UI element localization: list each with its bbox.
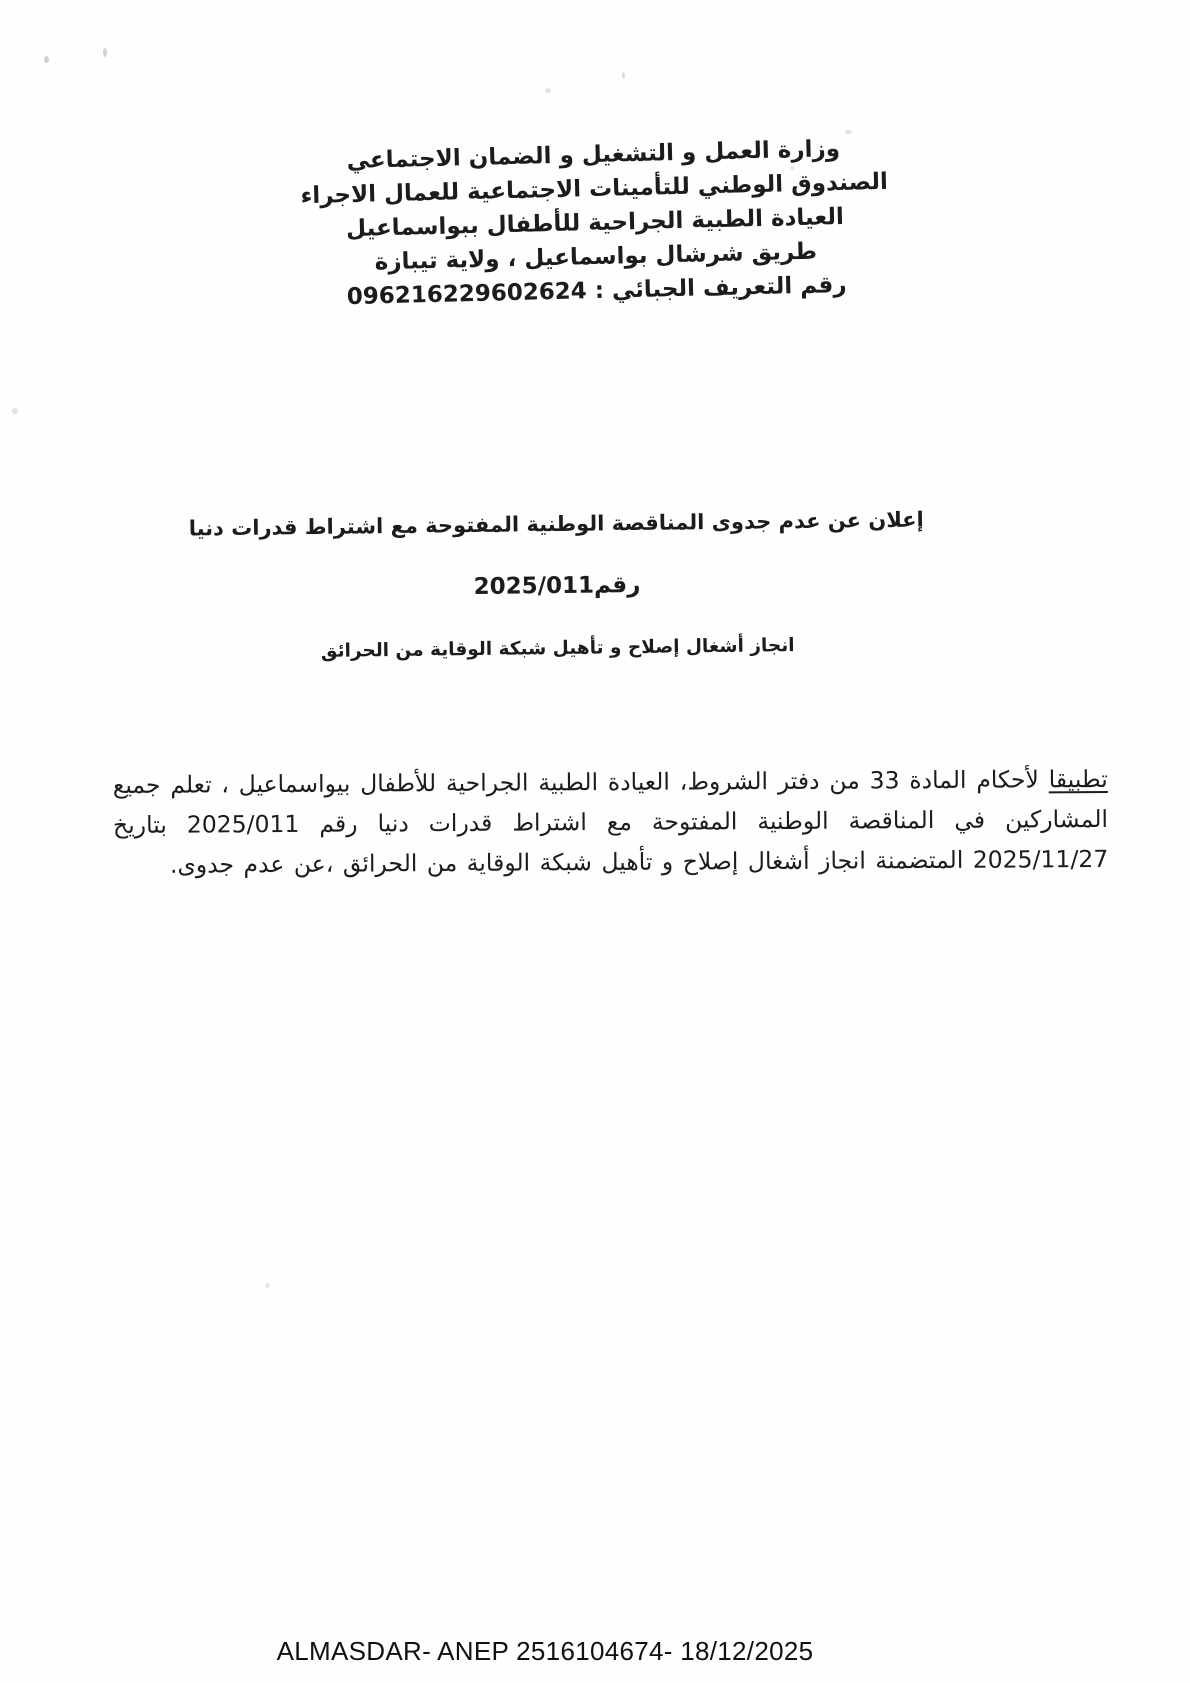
- notice-body-paragraph: [113, 758, 1109, 884]
- establishment-name: العيادة الطبية الجراحية للأطفال ببواسماعيل: [345, 203, 845, 243]
- notice-subject: انجاز أشغال إصلاح و تأهيل شبكة الوقاية من الحرائق: [320, 635, 795, 662]
- letterhead: [0, 123, 1190, 322]
- lead-word-underlined: تطبيقا: [1048, 764, 1108, 793]
- body-text: لأحكام المادة 33 من دفتر الشروط، العيادة الطبية الجراحية للأطفال بيواسماعيل ، تعلم جميع المشاركين في المناقصة الوطنية المفتوحة مع اشتراط قدرات دنيا رقم 2025/011 بتاريخ 2025/11/27 المتضمنة انجاز أشغال إصلاح و تأهيل شبكة الوقاية من الحرائق ،عن عدم جدوى.: [112, 764, 1109, 879]
- scan-noise-speck: [103, 48, 107, 57]
- tax-id-line: رقم التعريف الجبائي : 096216229602624: [346, 271, 847, 311]
- notice-title: إعلان عن عدم جدوى المناقصة الوطنية المفتوحة مع اشتراط قدرات دنيا: [188, 507, 924, 541]
- notice-number: رقم2025/011: [473, 571, 641, 601]
- establishment-address: طريق شرشال بواسماعيل ، ولاية تيبازة: [374, 238, 818, 276]
- scan-noise-speck: [545, 88, 551, 93]
- scan-noise-speck: [12, 408, 18, 414]
- scan-noise-speck: [44, 56, 49, 63]
- scan-noise-speck: [622, 72, 625, 79]
- ministry-name: وزارة العمل و التشغيل و الضمان الاجتماعي: [346, 135, 841, 175]
- anep-imprint: ALMASDAR- ANEP 2516104674- 18/12/2025: [276, 1636, 814, 1666]
- notice-title-block: [0, 505, 1153, 667]
- scan-noise-speck: [265, 1283, 270, 1288]
- agency-name: الصندوق الوطني للتأمينات الاجتماعية للعمال الاجراء: [300, 168, 889, 210]
